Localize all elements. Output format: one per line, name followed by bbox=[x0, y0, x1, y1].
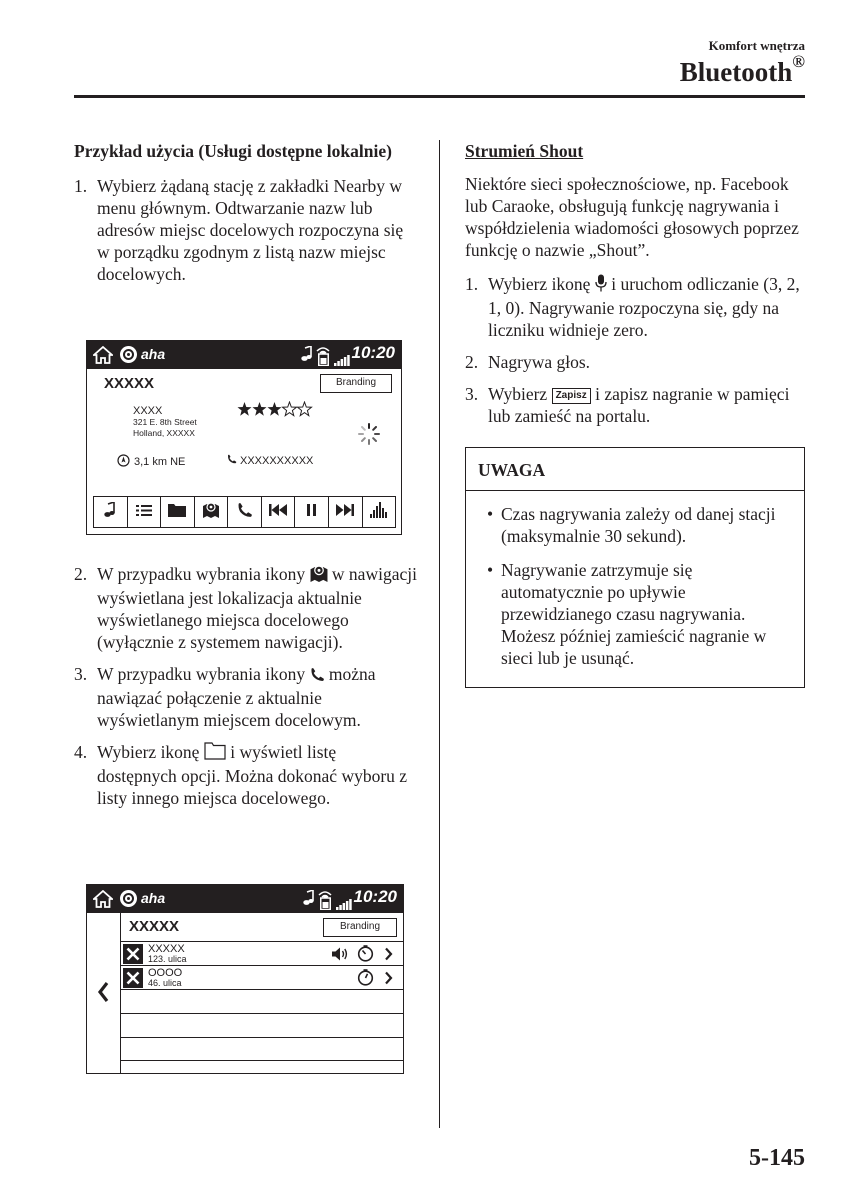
left-column-continued bbox=[74, 563, 419, 819]
signal-icon bbox=[336, 897, 352, 915]
note-item: • Nagrywanie zatrzymuje się automatycznie po upływie przewidzianego czasu nagrywania. Możesz później zamieścić nagranie w sieci lub je usunąć. bbox=[478, 559, 792, 669]
left-steps bbox=[74, 175, 419, 285]
list-item[interactable] bbox=[121, 965, 403, 990]
note-body bbox=[466, 491, 804, 687]
timer-icon bbox=[357, 969, 374, 991]
step-text-end: w nawigacji wyświetlana jest lokalizacja aktualnie wyświetlanego miejsca docelowego (wyłącznie z systemem nawigacji). bbox=[97, 564, 417, 652]
left-step-4 bbox=[74, 741, 419, 809]
folder-button[interactable] bbox=[160, 496, 195, 528]
map-button[interactable] bbox=[194, 496, 229, 528]
app-name: aha bbox=[141, 346, 166, 362]
right-step-2 bbox=[465, 351, 805, 373]
station-name: XXXXX bbox=[104, 375, 155, 392]
left-steps-continued bbox=[74, 563, 419, 809]
left-step-1 bbox=[74, 175, 419, 285]
list-item[interactable] bbox=[121, 941, 403, 966]
list-item-sub: 123. ulica bbox=[148, 954, 187, 964]
map-pin-icon bbox=[203, 501, 219, 523]
equalizer-button[interactable] bbox=[362, 496, 397, 528]
step-number: 1. bbox=[74, 176, 88, 196]
place-address-line2: Holland, XXXXX bbox=[133, 428, 195, 438]
phone-icon bbox=[310, 665, 325, 687]
left-column bbox=[74, 140, 419, 295]
right-steps bbox=[465, 273, 805, 427]
list-button[interactable] bbox=[127, 496, 162, 528]
place-name: XXXX bbox=[133, 405, 163, 417]
clock: 10:20 bbox=[353, 887, 397, 906]
list-item-name: OOOO bbox=[148, 967, 183, 979]
music-icon bbox=[104, 502, 116, 523]
left-step-2 bbox=[74, 563, 419, 653]
title-text: Bluetooth bbox=[679, 57, 793, 87]
phone-small-icon bbox=[227, 454, 237, 467]
note-title: UWAGA bbox=[466, 448, 804, 491]
right-step-3 bbox=[465, 383, 805, 427]
list-icon bbox=[136, 503, 152, 521]
step-number: 1. bbox=[465, 274, 479, 294]
step-number: 3. bbox=[74, 664, 88, 684]
note-item: • Czas nagrywania zależy od danej stacji (maksymalnie 30 sekund). bbox=[478, 503, 792, 547]
aha-logo-icon bbox=[119, 345, 138, 369]
step-number: 4. bbox=[74, 742, 88, 762]
status-bar bbox=[87, 885, 403, 913]
music-note-icon bbox=[303, 890, 315, 911]
phone-icon bbox=[237, 502, 253, 523]
list-item-sub: 46. ulica bbox=[148, 978, 182, 988]
rating-stars bbox=[237, 401, 313, 423]
pause-icon bbox=[307, 503, 316, 521]
step-text-start: W przypadku wybrania ikony bbox=[97, 664, 306, 684]
equalizer-icon bbox=[370, 502, 388, 523]
next-button[interactable] bbox=[328, 496, 363, 528]
step-text-end: można nawiązać połączenie z aktualnie wyświetlanym miejscem docelowym. bbox=[97, 664, 376, 730]
compass-icon bbox=[117, 454, 130, 470]
step-text-end: i wyświetl listę dostępnych opcji. Można dokonać wyboru z listy innego miejsca docelowego. bbox=[97, 742, 408, 808]
folder-outline-icon bbox=[204, 742, 226, 765]
section-header: Komfort wnętrza bbox=[708, 38, 805, 53]
usage-heading: Przykład użycia (Usługi dostępne lokalnie) bbox=[74, 141, 392, 161]
status-bar bbox=[87, 341, 401, 369]
back-panel[interactable] bbox=[87, 913, 121, 1073]
map-pin-icon bbox=[310, 564, 328, 587]
aha-logo-icon bbox=[119, 889, 138, 913]
step-number: 3. bbox=[465, 384, 479, 404]
list-item-name: XXXXX bbox=[148, 943, 185, 955]
right-step-1 bbox=[465, 273, 805, 341]
microphone-icon bbox=[595, 274, 607, 297]
chevron-left-icon bbox=[97, 981, 109, 1008]
home-icon[interactable] bbox=[93, 890, 113, 913]
registered-mark: ® bbox=[792, 52, 805, 71]
place-address-line1: 321 E. 8th Street bbox=[133, 417, 197, 427]
shout-intro: Niektóre sieci społecznościowe, np. Facebook lub Caraoke, obsługują funkcję nagrywania i współdzielenia wiadomości głosowych poprzez funkcję o nazwie „Shout”. bbox=[465, 174, 799, 260]
app-name: aha bbox=[141, 890, 166, 906]
previous-button[interactable] bbox=[261, 496, 296, 528]
chevron-right-icon[interactable] bbox=[384, 971, 393, 990]
step-text: Wybierz żądaną stację z zakładki Nearby w menu głównym. Odtwarzanie nazw lub adresów miejsc docelowych rozpoczyna się w porządku zgodnym z listą nazw miejsc docelowych. bbox=[97, 176, 404, 284]
step-text-start: Wybierz ikonę bbox=[488, 274, 591, 294]
distance-row bbox=[117, 454, 185, 470]
list-item-empty bbox=[121, 989, 403, 1014]
clock: 10:20 bbox=[351, 343, 395, 362]
skip-forward-icon bbox=[336, 503, 354, 521]
step-text-start: Wybierz bbox=[488, 384, 548, 404]
column-divider bbox=[439, 140, 440, 1128]
phone-row bbox=[227, 454, 313, 467]
battery-icon bbox=[318, 352, 329, 371]
phone-number: XXXXXXXXXX bbox=[240, 454, 314, 467]
list-item-empty bbox=[121, 1013, 403, 1038]
header-rule bbox=[74, 95, 805, 98]
step-text-start: Wybierz ikonę bbox=[97, 742, 200, 762]
branding-box: Branding bbox=[320, 374, 392, 393]
save-button: Zapisz bbox=[552, 388, 591, 404]
page-number: 5-145 bbox=[749, 1145, 805, 1171]
loading-spinner-icon bbox=[357, 422, 381, 451]
shout-heading: Strumień Shout bbox=[465, 141, 584, 161]
right-column bbox=[465, 140, 805, 688]
speaker-icon bbox=[332, 947, 349, 966]
music-button[interactable] bbox=[93, 496, 128, 528]
note-box bbox=[465, 447, 805, 688]
control-bar bbox=[93, 496, 395, 528]
page-title bbox=[679, 52, 805, 88]
folder-icon bbox=[168, 503, 186, 522]
note-list bbox=[478, 503, 792, 669]
left-step-3 bbox=[74, 663, 419, 731]
list-item-empty bbox=[121, 1037, 403, 1061]
pause-button[interactable] bbox=[294, 496, 329, 528]
station-name: XXXXX bbox=[129, 918, 180, 935]
call-button[interactable] bbox=[227, 496, 262, 528]
distance-text: 3,1 km NE bbox=[134, 456, 186, 468]
step-text-end: i uruchom odliczanie (3, 2, 1, 0). Nagrywanie rozpoczyna się, gdy na liczniku widnieje zero. bbox=[488, 274, 800, 340]
home-icon[interactable] bbox=[93, 346, 113, 369]
step-text: Nagrywa głos. bbox=[488, 352, 591, 372]
branding-box: Branding bbox=[323, 918, 397, 937]
step-text-end: i zapisz nagranie w pamięci lub zamieść na portalu. bbox=[488, 384, 790, 426]
skip-back-icon bbox=[269, 503, 287, 521]
step-number: 2. bbox=[465, 352, 479, 372]
step-text-start: W przypadku wybrania ikony bbox=[97, 564, 306, 584]
battery-icon bbox=[320, 896, 331, 915]
step-number: 2. bbox=[74, 564, 88, 584]
chevron-right-icon[interactable] bbox=[384, 947, 393, 966]
aha-screen-list bbox=[86, 884, 404, 1074]
signal-icon bbox=[334, 353, 350, 371]
aha-screen-nearby bbox=[86, 340, 402, 535]
music-note-icon bbox=[301, 346, 313, 367]
timer-icon bbox=[357, 945, 374, 967]
